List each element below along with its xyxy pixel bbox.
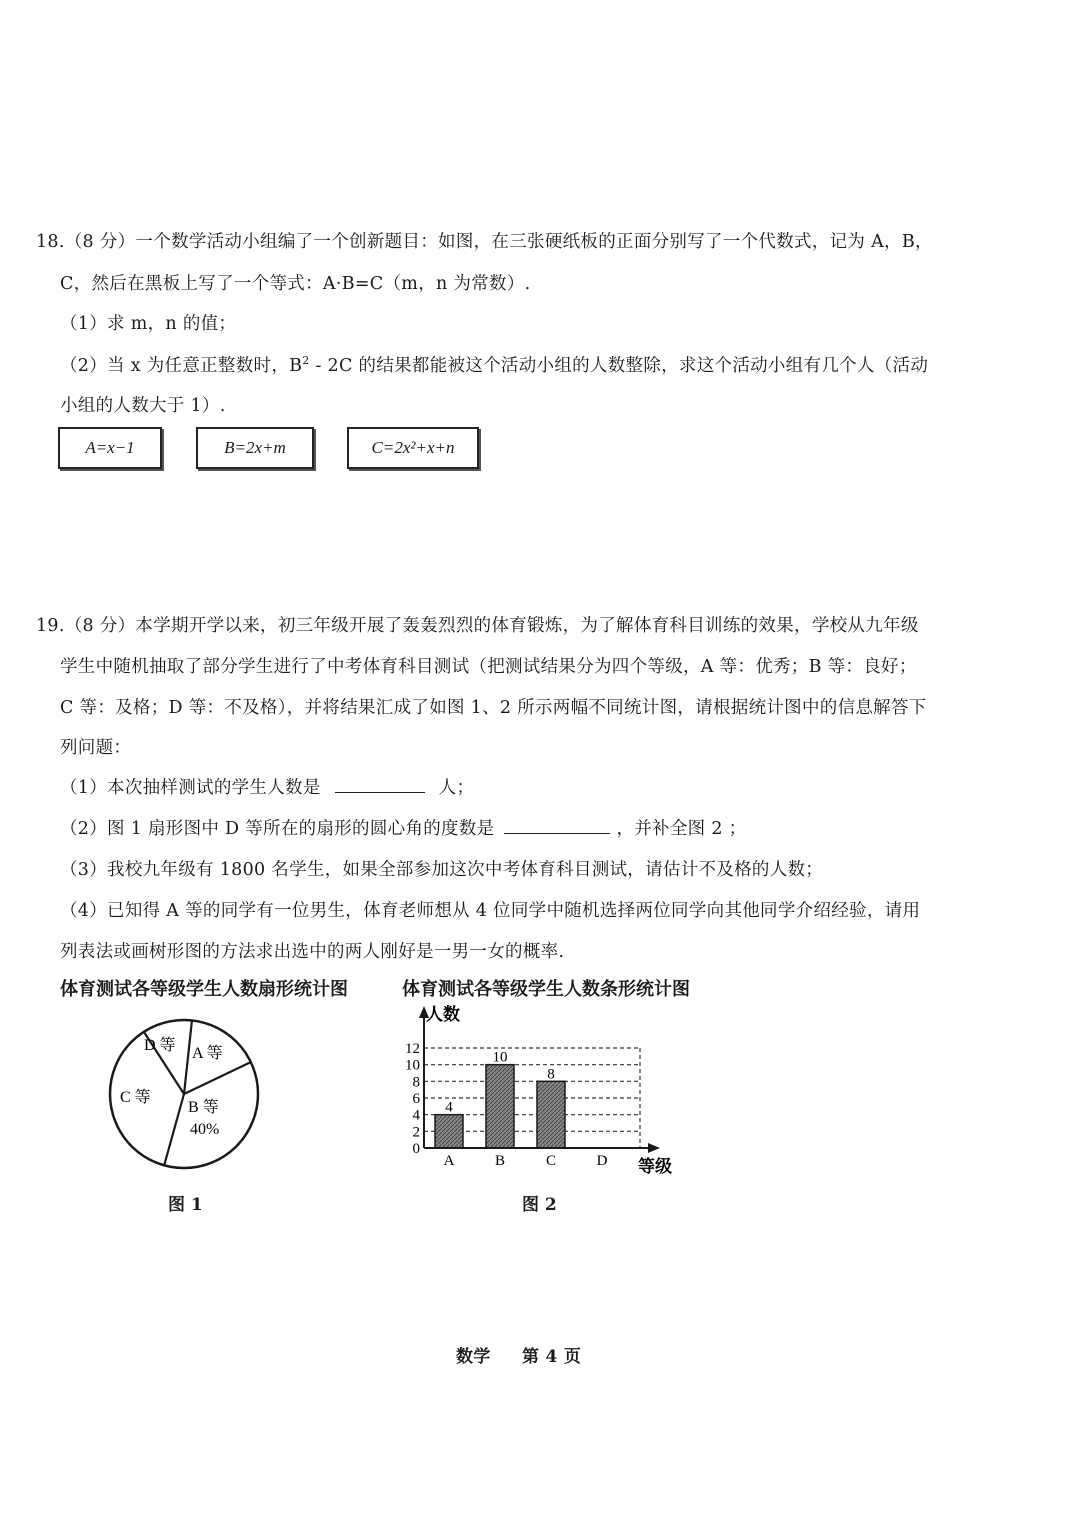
bar-C <box>537 1081 565 1148</box>
q19-part-2-b: ，并补全图 2 ； <box>616 819 747 839</box>
q18-part-2 <box>60 352 928 377</box>
bar-xlabel: 等级 <box>638 1157 672 1176</box>
q19-part-1 <box>60 774 474 799</box>
q19-part-4-cont: 列表法或画树形图的方法求出选中的两人刚好是一男一女的概率. <box>60 942 565 962</box>
card-b: B=2x+m <box>196 427 314 469</box>
q18-part-2-cont: 小组的人数大于 1）. <box>60 396 226 416</box>
q19-part-1-a: （1）本次抽样测试的学生人数是 <box>60 778 321 798</box>
q18-part-2-sup: 2 <box>302 354 310 368</box>
q18-line-1: 18.（8 分）一个数学活动小组编了一个创新题目：如图，在三张硬纸板的正面分别写了一个代数式，记为 A，B， <box>36 232 933 252</box>
y-tick-label: 4 <box>412 1107 420 1124</box>
y-tick-label: 8 <box>412 1074 420 1091</box>
q18-part-1: （1）求 m，n 的值； <box>60 314 237 334</box>
q19-line-1: 19.（8 分）本学期开学以来，初三年级开展了轰轰烈烈的体育锻炼，为了解体育科目训练的效果，学校从九年级 <box>36 616 919 636</box>
pie-divider-d-a <box>184 1020 192 1094</box>
card-a: A=x−1 <box>58 427 162 469</box>
y-tick-label: 0 <box>412 1141 420 1157</box>
x-tick-label-C: C <box>545 1153 557 1169</box>
bar-data-label-B: 10 <box>492 1049 508 1066</box>
y-tick-label: 6 <box>412 1091 420 1107</box>
bar-ylabel: 人数 <box>426 1005 460 1024</box>
q19-line-3: C 等：及格；D 等：不及格），并将结果汇成了如图 1、2 所示两幅不同统计图，请根据统计图中的信息解答下 <box>60 698 927 718</box>
pie-label-b: B 等 <box>188 1099 219 1116</box>
pie-chart-title: 体育测试各等级学生人数扇形统计图 <box>60 979 348 1000</box>
q19-part-4: （4）已知得 A 等的同学有一位男生，体育老师想从 4 位同学中随机选择两位同学向其他同学介绍经验，请用 <box>60 901 921 921</box>
q18-part-2-b: - 2C 的结果都能被这个活动小组的人数整除，求这个活动小组有几个人（活动 <box>309 356 929 376</box>
x-tick-label-B: B <box>494 1153 506 1169</box>
q19-line-4: 列问题： <box>60 738 132 758</box>
pie-chart <box>100 1010 270 1180</box>
q18-part-2-a: （2）当 x 为任意正整数时，B <box>60 356 303 376</box>
pie-label-a: A 等 <box>192 1045 223 1062</box>
footer-page: 第 4 页 <box>522 1347 582 1367</box>
q19-part-2-a: （2）图 1 扇形图中 D 等所在的扇形的圆心角的度数是 <box>60 819 495 839</box>
x-axis-arrow-icon <box>648 1143 660 1153</box>
bar-A <box>435 1115 463 1148</box>
pie-label-d: D 等 <box>144 1037 176 1054</box>
y-tick-label: 12 <box>405 1041 420 1057</box>
x-tick-label-A: A <box>443 1153 455 1169</box>
pie-label-c: C 等 <box>120 1089 151 1106</box>
fig-2-label: 图 2 <box>522 1195 557 1215</box>
y-tick-label: 10 <box>405 1057 420 1074</box>
card-c: C=2x²+x+n <box>347 427 479 469</box>
y-tick-label: 2 <box>412 1124 420 1141</box>
answer-blank-1 <box>335 778 425 793</box>
pie-divider-b-c <box>164 1094 184 1166</box>
pie-label-b-pct: 40% <box>190 1121 220 1138</box>
footer-subject: 数学 <box>456 1347 491 1367</box>
bar-data-label-C: 8 <box>547 1066 555 1083</box>
bar-chart-title: 体育测试各等级学生人数条形统计图 <box>402 979 690 1000</box>
q19-part-3: （3）我校九年级有 1800 名学生，如果全部参加这次中考体育科目测试，请估计不及格的人数； <box>60 860 824 880</box>
q19-part-2 <box>60 815 746 840</box>
bar-chart <box>390 1000 690 1185</box>
fig-1-label: 图 1 <box>168 1195 203 1215</box>
pie-divider-a-b <box>184 1062 251 1094</box>
q19-part-1-b: 人； <box>438 778 475 798</box>
bar-B <box>486 1065 514 1148</box>
bar-data-label-A: 4 <box>445 1099 453 1116</box>
q18-line-2: C，然后在黑板上写了一个等式：A·B=C（m，n 为常数）. <box>60 274 531 294</box>
x-tick-label-D: D <box>596 1153 608 1169</box>
q19-line-2: 学生中随机抽取了部分学生进行了中考体育科目测试（把测试结果分为四个等级，A 等：优秀；B 等：良好； <box>60 657 917 677</box>
answer-blank-2 <box>504 819 610 834</box>
